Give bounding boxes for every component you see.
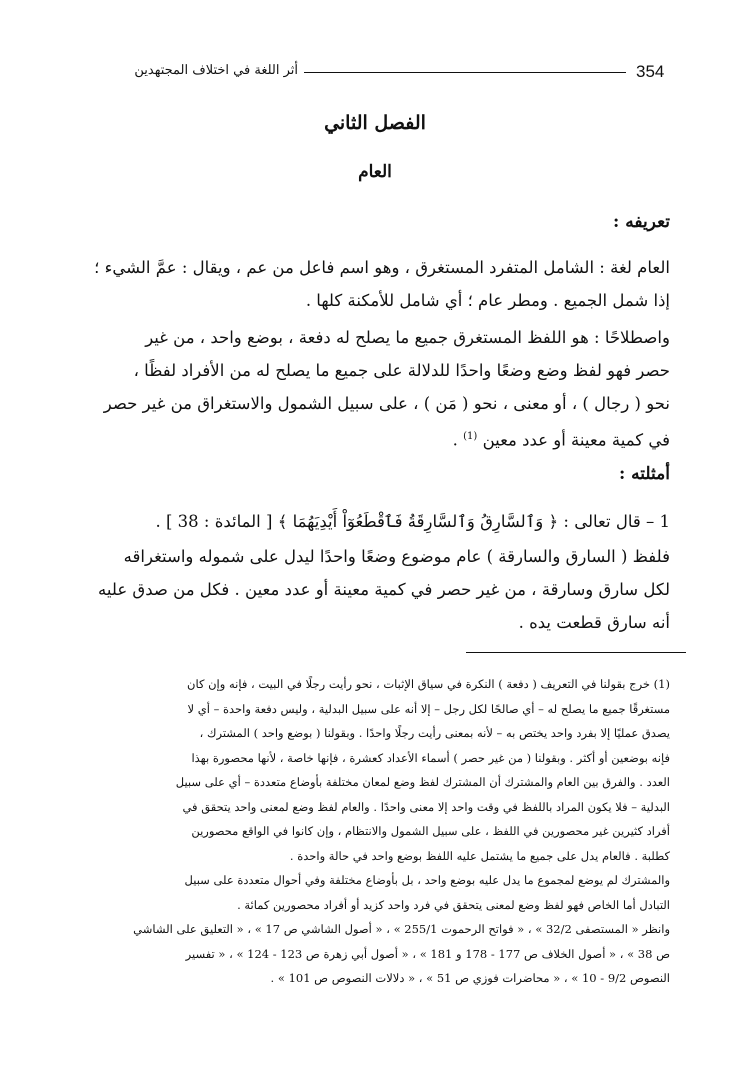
footnote-line: البدلية – فلا يكون المراد باللفظ في وقت واحد إلا معنى واحدًا . والعام لفظ وضع لمعنى واحد يتحقق في (182, 799, 670, 814)
footnote-line: مستغرقًا جميع ما يصلح له – أي صالحًا لكل رجل – إلا أنه على سبيل البدلية ، وليس دفعة واحدة – أي لا (187, 701, 670, 716)
example-1 (68, 505, 670, 538)
section-title: العام (358, 162, 392, 182)
running-title: أثر اللغة في اختلاف المجتهدين (134, 63, 298, 78)
examples-heading: أمثلته : (618, 464, 670, 484)
footnote-line: وانظر « المستصفى 32/2 » ، « فواتح الرحموت 255/1 » ، « أصول الشاشي ص 17 » ، « التعليق على الشاشي (133, 922, 670, 936)
footnote-line: (1) خرج بقولنا في التعريف ( دفعة ) النكرة في سياق الإثبات ، نحو رأيت رجلًا في البيت ، فإنه وإن كان (187, 677, 670, 691)
footnote-line: أفراد كثيرين غير محصورين في اللفظ ، على سبيل الشمول والانتظام ، وإن كانوا في الواقع محصورين (191, 824, 670, 838)
footnote-line: العدد . والفرق بين العام والمشترك أن المشترك لفظ وضع لمعان مختلفة بأوضاع متعددة – أي على سبيل (175, 775, 670, 789)
page-header (46, 62, 674, 86)
definition-paragraph-2 (68, 321, 670, 457)
footnote-line: فإنه بوضعين أو أكثر . وبقولنا ( من غير حصر ) أسماء الأعداد كعشرة ، فإنها خاصة ، لأنها محصورة بهذا (191, 750, 670, 765)
footnote-separator (466, 652, 686, 653)
footnote-line: النصوص 9/2 - 10 » ، « محاضرات فوزي ص 51 » ، « دلالات النصوص ص 101 » . (270, 971, 670, 985)
text-line: نحو ( رجال ) ، أو معنى ، نحو ( مَن ) ، على سبيل الشمول والاستغراق من غير حصر (103, 394, 670, 413)
text-line: أنه سارق قطعت يده . (518, 613, 670, 632)
text-line (68, 420, 670, 457)
definition-paragraph-1 (68, 251, 670, 317)
footnote-line: التبادل أما الخاص فهو لفظ وضع لمعنى يتحقق في فرد واحد كزيد أو أفراد محصورين كمائة . (237, 897, 670, 912)
chapter-title: الفصل الثاني (324, 112, 426, 134)
text-line: فلفظ ( السارق والسارقة ) عام موضوع وضعًا واحدًا ليدل على شموله واستغراقه (123, 547, 670, 566)
text-line: حصر فهو لفظ وضع وضعًا واحدًا للدلالة على جميع ما يصلح له من الأفراد لفظًا ، (133, 361, 670, 380)
footnote-marker: (1) (463, 431, 478, 442)
text-line: إذا شمل الجميع . ومطر عام ؛ أي شامل للأمكنة كلها . (305, 291, 670, 310)
example-1-explanation (68, 540, 670, 639)
footnote-line: والمشترك لم يوضع لمجموع ما يدل عليه بوضع واحد ، بل بأوضاع مختلفة وفي أحوال متعددة على سبيل (184, 873, 670, 887)
sentence-end: . (452, 430, 464, 450)
quran-verse-line: 1 – قال تعالى : ﴿ وَٱلسَّارِقُ وَٱلسَّارِقَةُ فَٱقْطَعُوٓاْ أَيْدِيَهُمَا ﴾ [ المائدة : 38 ] . (155, 512, 670, 531)
text-line: لكل سارق وسارقة ، من غير حصر في كمية معينة أو عدد معين . فكل من صدق عليه (98, 580, 670, 599)
page-number: 354 (636, 62, 665, 81)
text-fragment: في كمية معينة أو عدد معين (482, 430, 670, 450)
header-rule (304, 72, 626, 73)
footnote-line: يصدق عمليًا إلا بفرد واحد يختص به – لأنه بمعنى رأيت رجلًا واحدًا . وبقولنا ( بوضع واحد ) المشترك ، (199, 726, 670, 740)
text-line: واصطلاحًا : هو اللفظ المستغرق جميع ما يصلح له دفعة ، بوضع واحد ، من غير (145, 328, 670, 347)
footnote-line: كطلبة . فالعام يدل على جميع ما يشتمل عليه اللفظ بوضع واحد في حالة واحدة . (289, 848, 670, 863)
text-line: العام لغة : الشامل المتفرد المستغرق ، وهو اسم فاعل من عم ، ويقال : عمَّ الشيء ؛ (94, 258, 670, 277)
footnote-line: ص 38 » ، « أصول الخلاف ص 177 - 178 و 181 » ، « أصول أبي زهرة ص 123 - 124 » ، « تفسير (185, 946, 670, 961)
footnotes (68, 672, 670, 991)
definition-heading: تعريفه : (613, 212, 670, 232)
